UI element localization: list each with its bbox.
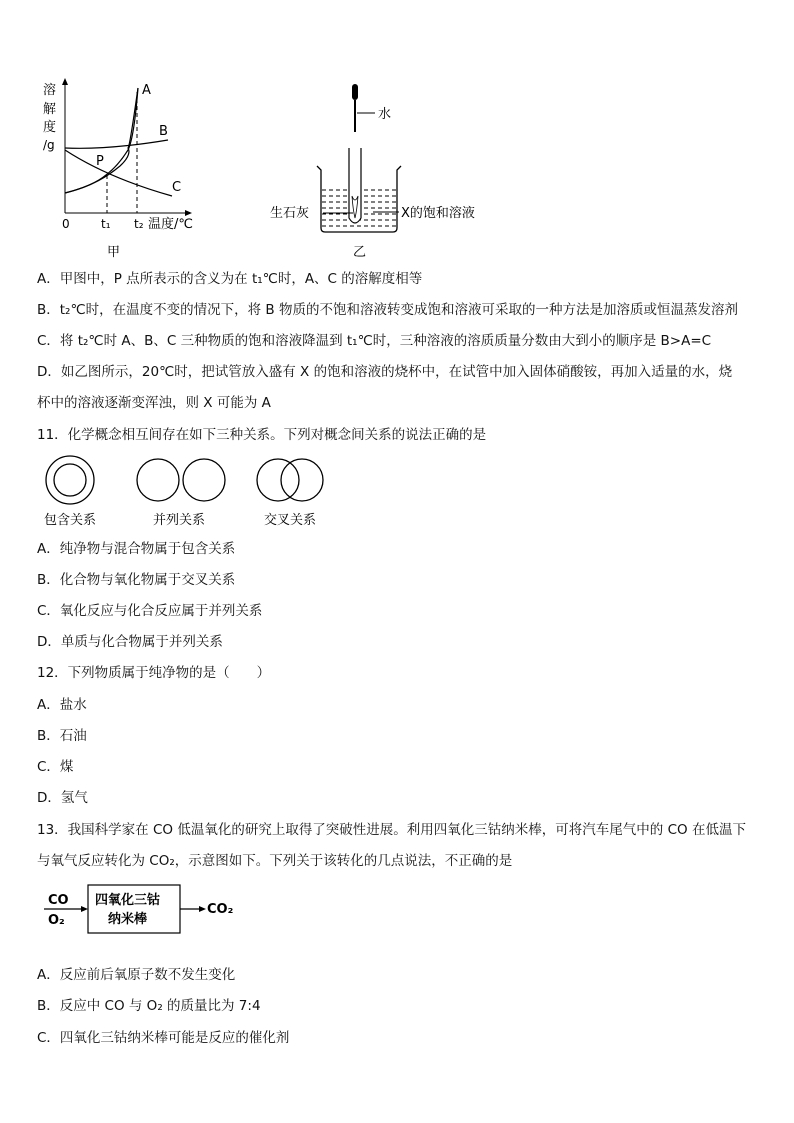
q13-option-a: A．反应前后氧原子数不发生变化 <box>37 967 236 983</box>
water-label: 水 <box>378 107 392 122</box>
q13-option-b: B．反应中 CO 与 O₂ 的质量比为 7:4 <box>37 998 261 1014</box>
cross-circle-right <box>281 459 323 501</box>
cross-circle-left <box>257 459 299 501</box>
q11-option-a: A．纯净物与混合物属于包含关系 <box>37 541 236 557</box>
q10-option-b: B．t₂℃时，在温度不变的情况下，将 B 物质的不饱和溶液转变成饱和溶液可采取的一种方法是加溶质或恒温蒸发溶剂 <box>37 302 738 318</box>
beaker-figure <box>265 78 495 262</box>
relation-label-contain: 包含关系 <box>44 513 97 528</box>
q10-option-a: A．甲图中，P 点所表示的含义为在 t₁℃时，A、C 的溶解度相等 <box>37 271 423 287</box>
q12-option-d: D．氢气 <box>37 790 88 806</box>
curve-c-label: C <box>172 180 182 195</box>
solution-label: X的饱和溶液 <box>401 206 475 221</box>
curve-a-lower <box>65 88 138 193</box>
q11-option-d: D．单质与化合物属于并列关系 <box>37 634 223 650</box>
x-axis-label: 温度/℃ <box>148 217 193 232</box>
input-co-label: CO <box>48 893 69 908</box>
ylabel-char: 解 <box>43 102 57 117</box>
output-arrow-head <box>199 906 206 912</box>
q10-option-d: D．如乙图所示，20℃时，把试管放入盛有 X 的饱和溶液的烧杯中，在试管中加入固体硝酸铵，再加入适量的水，烧 <box>37 364 733 380</box>
q11-option-c: C．氧化反应与化合反应属于并列关系 <box>37 603 263 619</box>
catalyst-label-line1: 四氧化三钴 <box>95 893 161 908</box>
contain-outer-circle <box>46 456 94 504</box>
relation-diagrams <box>38 455 338 530</box>
ylabel-char: 度 <box>43 120 57 135</box>
catalyst-label-line2: 纳米棒 <box>108 912 148 927</box>
figure-caption-jia: 甲 <box>107 245 121 260</box>
q12-option-a: A．盐水 <box>37 697 87 713</box>
q13-option-c: C．四氧化三钴纳米棒可能是反应的催化剂 <box>37 1030 290 1046</box>
ylabel-char: /g <box>43 138 55 152</box>
ylabel-char: 溶 <box>43 83 57 98</box>
q12-option-c: C．煤 <box>37 759 74 775</box>
origin-label: 0 <box>62 217 70 231</box>
curve-b-label: B <box>159 124 168 139</box>
y-axis-arrow <box>62 78 68 85</box>
reaction-diagram <box>38 878 248 938</box>
point-p-label: P <box>96 154 104 169</box>
q10-option-d-cont: 杯中的溶液逐渐变浑浊，则 X 可能为 A <box>37 395 271 411</box>
q13-stem-line1: 13．我国科学家在 CO 低温氧化的研究上取得了突破性进展。利用四氧化三钴纳米棒，可将汽车尾气中的 CO 在低温下 <box>37 822 746 838</box>
output-co2-label: CO₂ <box>207 902 234 917</box>
parallel-circle-right <box>183 459 225 501</box>
curve-a <box>65 88 138 193</box>
q11-option-b: B．化合物与氧化物属于交叉关系 <box>37 572 236 588</box>
t2-label: t₂ <box>134 217 144 231</box>
solubility-chart <box>38 78 208 262</box>
parallel-circle-left <box>137 459 179 501</box>
q11-stem: 11．化学概念相互间存在如下三种关系。下列对概念间关系的说法正确的是 <box>37 427 487 443</box>
input-o2-label: O₂ <box>48 913 65 928</box>
x-axis-arrow <box>185 210 192 216</box>
input-arrow-head <box>81 906 88 912</box>
figure-caption-yi: 乙 <box>353 245 367 260</box>
dropper-bulb <box>352 84 358 100</box>
curve-c <box>65 150 172 196</box>
q10-option-c: C．将 t₂℃时 A、B、C 三种物质的饱和溶液降温到 t₁℃时，三种溶液的溶质质量分数由大到小的顺序是 B>A=C <box>37 333 712 349</box>
t1-label: t₁ <box>101 217 111 231</box>
contain-inner-circle <box>54 464 86 496</box>
relation-label-cross: 交叉关系 <box>264 513 317 528</box>
relation-label-parallel: 并列关系 <box>153 513 206 528</box>
q12-stem: 12．下列物质属于纯净物的是（ ） <box>37 665 271 681</box>
curve-a-label: A <box>142 83 151 98</box>
curve-b <box>65 140 168 148</box>
quicklime-label: 生石灰 <box>270 206 310 221</box>
q13-stem-line2: 与氧气反应转化为 CO₂，示意图如下。下列关于该转化的几点说法，不正确的是 <box>37 853 513 869</box>
q12-option-b: B．石油 <box>37 728 87 744</box>
test-tube <box>349 148 361 223</box>
